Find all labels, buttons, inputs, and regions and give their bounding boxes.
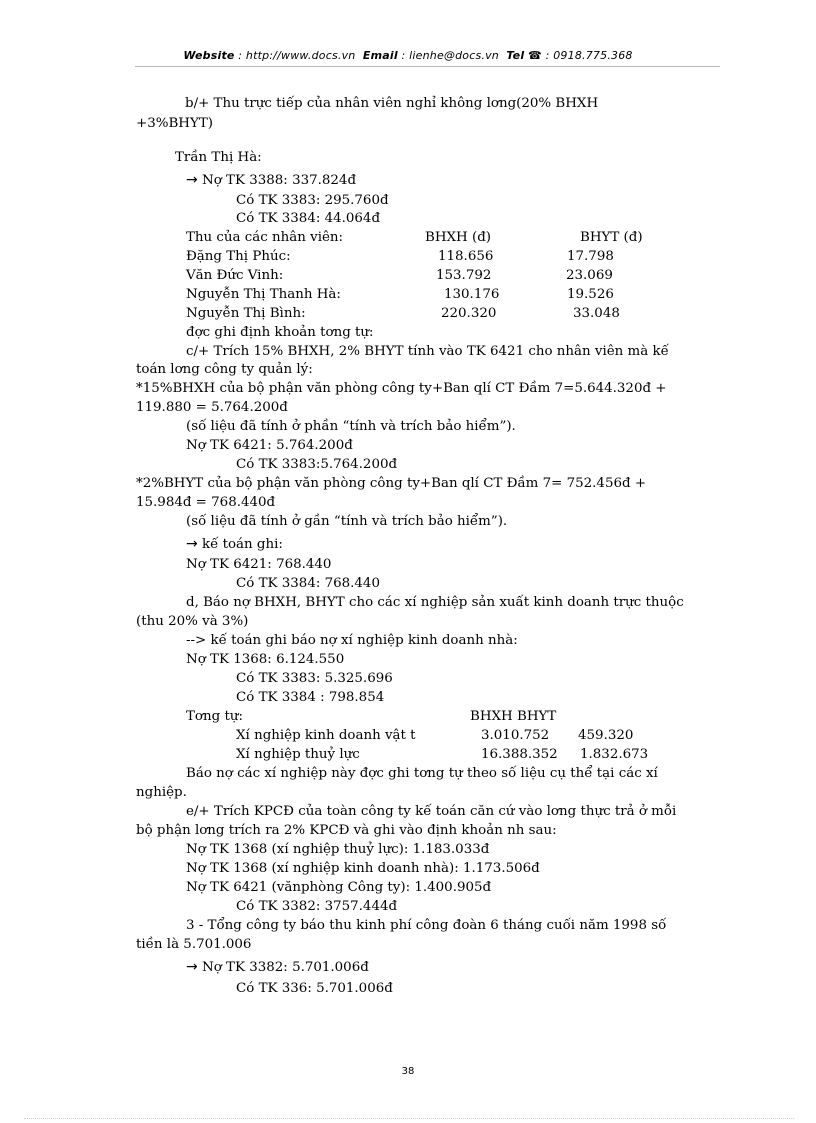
text-line: (thu 20% và 3%) (136, 614, 249, 629)
table-cell: 118.656 (438, 249, 494, 264)
text-line: 119.880 = 5.764.200đ (136, 400, 288, 415)
entry-line: → Nợ TK 3382: 5.701.006đ (186, 959, 369, 975)
text-line: nghiệp. (136, 785, 187, 800)
text-line: Có TK 3383: 295.760đ (236, 193, 389, 208)
email-value: : lienhe@docs.vn (401, 49, 499, 62)
phone-icon: ☎ (528, 49, 542, 62)
text-line: Nợ TK 6421: 768.440 (186, 557, 332, 572)
page-number: 38 (401, 1066, 415, 1077)
table-cell: 23.069 (566, 268, 613, 283)
table-cell: Đặng Thị Phúc: (186, 249, 291, 264)
right-arrow-icon: → (186, 172, 198, 188)
right-arrow-icon: → (186, 536, 198, 552)
table-cell: 1.832.673 (580, 747, 649, 762)
text-line: 3 - Tổng công ty báo thu kinh phí công đoàn 6 tháng cuối năm 1998 số (186, 918, 667, 933)
text-line: (số liệu đã tính ở phần “tính và trích bảo hiểm”). (186, 419, 516, 434)
table-header: Thu của các nhân viên: (186, 230, 344, 245)
text-line: Có TK 3383: 5.325.696 (236, 671, 393, 686)
table-cell: 33.048 (573, 306, 620, 321)
text-line: e/+ Trích KPCĐ của toàn công ty kế toán căn cứ vào lơng thực trả ở mỗi (186, 804, 677, 819)
table-cell: 220.320 (441, 306, 497, 321)
table-cell: 16.388.352 (481, 747, 558, 762)
text-line: Có TK 3384: 44.064đ (236, 211, 381, 226)
entry-line: → Nợ TK 3388: 337.824đ (186, 172, 357, 188)
table-cell: 153.792 (436, 268, 492, 283)
table-cell: Nguyễn Thị Bình: (186, 306, 306, 321)
table-cell: Xí nghiệp thuỷ lực (236, 747, 360, 762)
text-line: *2%BHYT của bộ phận văn phòng công ty+Ban qlí CT Đầm 7= 752.456đ + (136, 476, 647, 491)
text-line: d, Báo nợ BHXH, BHYT cho các xí nghiệp sản xuất kinh doanh trực thuộc (186, 595, 684, 610)
email-label: Email (362, 49, 398, 62)
text-line: Nợ TK 1368: 6.124.550 (186, 652, 345, 667)
text-line: 15.984đ = 768.440đ (136, 495, 276, 510)
text-line: +3%BHYT) (136, 116, 213, 131)
text-line: Có TK 3384: 768.440 (236, 576, 380, 591)
table-cell: Xí nghiệp kinh doanh vật t (236, 728, 416, 743)
text-line: Nợ TK 6421: 5.764.200đ (186, 438, 353, 453)
text-line: Có TK 336: 5.701.006đ (236, 981, 393, 996)
text-line: (số liệu đã tính ở gần “tính và trích bảo hiểm”). (186, 514, 508, 529)
table-cell: Nguyễn Thị Thanh Hà: (186, 287, 341, 302)
text-line: Có TK 3384 : 798.854 (236, 690, 385, 705)
text-line: Có TK 3383:5.764.200đ (236, 457, 398, 472)
tel-label: Tel (506, 49, 525, 62)
text-line: đợc ghi định khoản tơng tự: (186, 325, 374, 340)
table-cell: 130.176 (444, 287, 500, 302)
table-cell: 19.526 (567, 287, 614, 302)
table-cell: 459.320 (578, 728, 634, 743)
text-line: Có TK 3382: 3757.444đ (236, 899, 398, 914)
text-line: toán lơng công ty quản lý: (136, 362, 313, 377)
table-cell: 3.010.752 (481, 728, 550, 743)
website-label: Website (183, 49, 235, 62)
text-line: Nợ TK 1368 (xí nghiệp kinh doanh nhà): 1.173.506đ (186, 861, 540, 876)
table-cell: Văn Đức Vinh: (186, 268, 284, 283)
footer-divider (24, 1118, 794, 1119)
table-header: BHYT (đ) (580, 230, 643, 245)
entry-line: → kế toán ghi: (186, 536, 283, 552)
text-line: b/+ Thu trực tiếp của nhân viên nghỉ không lơng(20% BHXH (185, 96, 599, 111)
table-header: BHXH BHYT (470, 709, 557, 724)
text-line: --> kế toán ghi báo nợ xí nghiệp kinh doanh nhà: (186, 633, 518, 648)
right-arrow-icon: → (186, 959, 198, 975)
text-line: Nợ TK 1368 (xí nghiệp thuỷ lực): 1.183.033đ (186, 842, 490, 857)
table-header: BHXH (đ) (425, 230, 492, 245)
text-line: *15%BHXH của bộ phận văn phòng công ty+Ban qlí CT Đầm 7=5.644.320đ + (136, 381, 667, 396)
text-line: Nợ TK 6421 (vănphòng Công ty): 1.400.905đ (186, 880, 492, 895)
text-line: Báo nợ các xí nghiệp này đợc ghi tơng tự theo số liệu cụ thể tại các xí (186, 766, 658, 781)
text-line: bộ phận lơng trích ra 2% KPCĐ và ghi vào định khoản nh sau: (136, 823, 557, 838)
text-line: Trần Thị Hà: (175, 150, 262, 165)
tel-value: : 0918.775.368 (545, 49, 633, 62)
text-line: tiền là 5.701.006 (136, 937, 252, 952)
table-cell: 17.798 (567, 249, 614, 264)
website-value: : http://www.docs.vn (238, 49, 356, 62)
table-label: Tơng tự: (186, 709, 243, 724)
text-line: c/+ Trích 15% BHXH, 2% BHYT tính vào TK 6421 cho nhân viên mà kế (186, 344, 669, 359)
